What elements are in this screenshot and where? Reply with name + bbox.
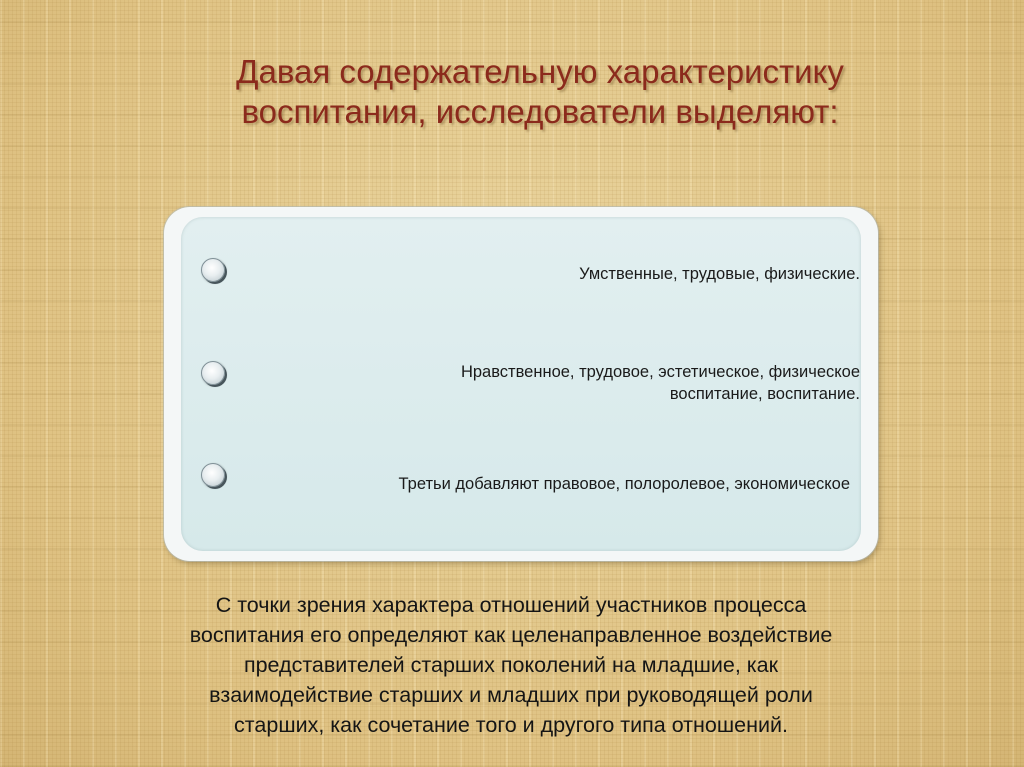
panel-item-2 <box>300 361 860 405</box>
body-line-3: представителей старших поколений на младшие, как <box>243 653 779 677</box>
panel-item-3 <box>230 473 850 495</box>
title-line-1: Давая содержательную характеристику <box>236 53 844 90</box>
panel-item-2-line-1: Нравственное, трудовое, эстетическое, физическое <box>460 363 860 381</box>
circle-bullet-icon <box>201 361 225 385</box>
body-line-5: старших, как сочетание того и другого типа отношений. <box>234 713 788 737</box>
body-paragraph <box>100 590 922 740</box>
title-line-2: воспитания, исследователи выделяют: <box>241 93 839 130</box>
circle-bullet-icon <box>201 463 225 487</box>
panel-item-1-text: Умственные, трудовые, физические. <box>579 265 860 283</box>
panel-item-1 <box>420 263 860 285</box>
circle-bullet-icon <box>201 258 225 282</box>
body-line-2: воспитания его определяют как целенаправленное воздействие <box>189 623 833 647</box>
body-line-1: С точки зрения характера отношений участников процесса <box>215 593 807 617</box>
body-line-4: взаимодействие старших и младших при руководящей роли <box>209 683 813 707</box>
panel-item-3-text: Третьи добавляют правовое, полоролевое, экономическое <box>398 475 850 493</box>
slide-title <box>180 52 900 132</box>
panel-item-2-line-2: воспитание, воспитание. <box>669 385 860 403</box>
